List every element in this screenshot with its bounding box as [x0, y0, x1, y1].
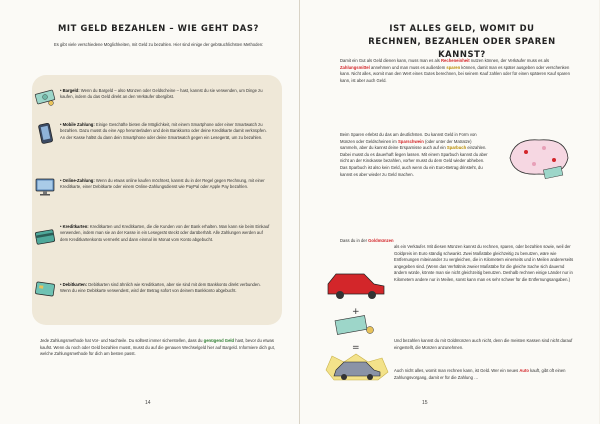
svg-text:=: = [352, 343, 360, 353]
item-mobile-payment: • Mobile Zahlung: Einige Geschäfte bieten die Möglichkeit, mit einem Smartphone oder einer Smartwatch zu bezahlen. Dazu musst du eine App herunterladen und dein Bankkonto oder deine Kreditkarte damit verknüpfen. An der Kasse hältst du dann dein Smartphone oder deine Smartwatch gegen ein Lesegerät, um zu bezahlen. [60, 122, 267, 140]
right-paragraph-1: Damit ein Gut als Geld dienen kann, muss man es als Recheneinheit nutzen können, der Verkäufer muss es als Zahlungsmittel annehmen und man muss es außerdem sparen können, damit man es später ausgeben oder verschenken kann. Nicht alles, womit man den Wert eines Gutes berechnen, bei seinem Kauf zahlen oder für einen späteren Kauf sparen kann, ist aber auch Geld. [340, 58, 570, 83]
smartphone-icon [34, 122, 56, 144]
right-page-title: IST ALLES GELD, WOMIT DU RECHNEN, BEZAHLEN ODER SPAREN KANNST? [368, 23, 556, 59]
item-debit-cards: • Debitkarten: Debitkarten sind ähnlich wie Kreditkarten, aber sie sind mit dem Bankkonto direkt verbunden. Wenn du eine Debitkarte verwendest, wird der Betrag sofort von deinem Bankkonto abgebucht. [60, 282, 261, 294]
right-paragraph-4: Und bezahlen kannst du mit Goldmünzen auch nicht, denn die meisten Kassen sind nicht darauf eingestellt, die Münzen anzunehmen. [394, 338, 573, 350]
right-paragraph-2: Beim Sparen erlebst du das am deutlichsten. Du kannst Geld in Form von Münzen oder Geldscheinen im Sparschwein (oder unter der Matratze) sammeln, aber du kannst deine Ersparnisse auch auf ein Sparbuch einzahlen. Dabei musst du es dauerhaft liegen lassen. Mit einem Sparbuch kannst du aber nicht an der Kinokasse bezahlen, vorher musst du dem Geld wieder abheben. Das Sparbuch ist also kein Geld, auch wenn du ein Euro-Betrag drinsteht, du kannst es aber wieder zu Geld machen. [340, 132, 488, 177]
piggy-bank-pillow-icon [504, 128, 574, 184]
cash-icon [34, 86, 56, 108]
left-outro: Jede Zahlungsmethode hat Vor- und Nachteile. Du solltest immer sicherstellen, dass du genügend Geld hast, bevor du etwas kaufst. Wenn du noch oder Geld bezahlen musst, musst du auf die genauen Wechselgeld hier auf Bargeld. Informiere dich gut, welche Zahlungsmethode für dich am besten passt. [40, 338, 275, 357]
item-online-payment: • Online-Zahlung: Wenn du etwas online kaufen möchtest, kannst du in der Regel gegen Rechnung, mit einer Kreditkarte, einer Debitkarte oder einem Online-Zahlungsdienst wie PayPal oder Apple Pay bezahlen. [60, 178, 265, 190]
page-number-left: 14 [145, 400, 151, 406]
svg-text:+: + [352, 307, 360, 317]
item-credit-cards: • Kreditkarten: Kreditkarten und Kreditkarten, die die Kunden von der Bank erhalten. Man kann sie beim Einkauf verwenden, indem man sie an der Kasse in ein Lesegerät steckt oder darüberhält. Alle Zahlungen werden auf dem Kreditkartenkonto vermerkt und dann einmal im Monat vom Konto abgebucht. [60, 224, 270, 242]
item-cash: • Bargeld: Wenn du Bargeld – also Münzen oder Geldscheine – hast, kannst du sie verwenden, um Dinge zu kaufen, indem du das Geld direkt an den Verkäufer übergibst. [60, 88, 263, 100]
right-paragraph-5: Auch nicht alles, womit man rechnen kann, ist Geld. Wer ein neues Auto kauft, gibt oft einen Zahlungsvorgang, damit er für die Zahlung … [394, 368, 566, 380]
page-number-right: 15 [422, 400, 428, 406]
car-icon [328, 274, 384, 299]
debit-card-icon [34, 278, 56, 300]
computer-monitor-icon [34, 176, 56, 198]
right-page [300, 0, 599, 424]
left-page-title: MIT GELD BEZAHLEN – WIE GEHT DAS? [58, 23, 259, 33]
car-equals-money-illustration [322, 262, 392, 382]
money-icon [335, 316, 373, 335]
credit-card-icon [34, 226, 56, 248]
left-intro: Es gibt viele verschiedene Möglichkeiten, mit Geld zu bezahlen. Hier sind einige der gebräuchlichsten Methoden: [54, 42, 264, 47]
right-paragraph-3-intro: Dass du in der Goldmünzen [340, 238, 394, 243]
right-paragraph-3: als ein Verkäufer. Mit diesen Münzen kannst du rechnen, sparen, oder bezahlen sowie, weil der Goldpreis im Euro ständig schwankt. Zwei Maßstäbe gleichzeitig zu benutzen, wäre wie Entfernungen miteinander zu vergleichen, die in Kilometern einerseits und in Meilen andererseits angegeben sind. (Wenn das Verhältnis zweier Maßstäbe für die gleiche Sache sich dauernd ändern würde, könnte man sie nicht gleichzeitig benutzen. Deshalb rechnen einige Länder nur in Kilometern andere nur in Meilen, sonst kann man es sehr schwer für die Entfernungsangaben.) [394, 244, 574, 282]
